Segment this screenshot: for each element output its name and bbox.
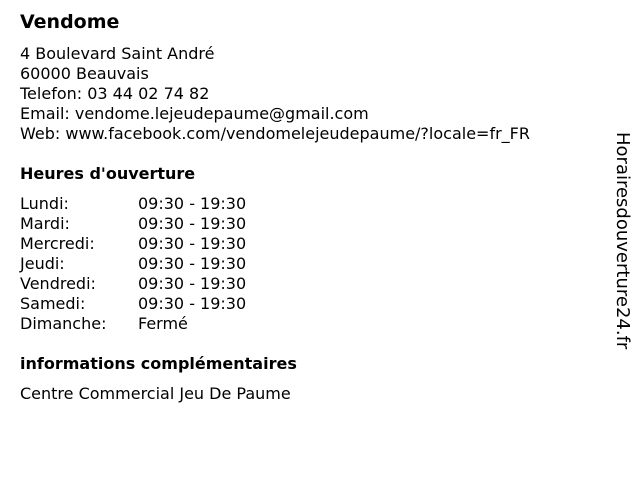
additional-info-text: Centre Commercial Jeu De Paume	[20, 384, 291, 403]
city-postcode: 60000 Beauvais	[20, 64, 149, 83]
time-range: 09:30 - 19:30	[138, 274, 247, 293]
day-label: Mardi:	[20, 214, 70, 233]
web-line: Web: www.facebook.com/vendomelejeudepaume/?locale=fr_FR	[20, 124, 530, 143]
street-address: 4 Boulevard Saint André	[20, 44, 215, 63]
day-label: Vendredi:	[20, 274, 96, 293]
time-range: 09:30 - 19:30	[138, 234, 247, 253]
time-range: 09:30 - 19:30	[138, 214, 247, 233]
time-range: 09:30 - 19:30	[138, 254, 247, 273]
store-name: Vendome	[20, 11, 120, 33]
time-range: 09:30 - 19:30	[138, 194, 247, 213]
day-label: Samedi:	[20, 294, 86, 313]
time-range: 09:30 - 19:30	[138, 294, 247, 313]
day-label: Jeudi:	[20, 254, 65, 273]
day-label: Dimanche:	[20, 314, 107, 333]
day-label: Lundi:	[20, 194, 69, 213]
day-label: Mercredi:	[20, 234, 95, 253]
phone-line: Telefon: 03 44 02 74 82	[20, 84, 210, 103]
additional-info-heading: informations complémentaires	[20, 354, 297, 373]
opening-hours-heading: Heures d'ouverture	[20, 164, 196, 183]
site-watermark: Horairesdouverture24.fr	[612, 132, 633, 350]
time-range: Fermé	[138, 314, 188, 333]
email-line: Email: vendome.lejeudepaume@gmail.com	[20, 104, 369, 123]
address-block	[20, 44, 530, 144]
